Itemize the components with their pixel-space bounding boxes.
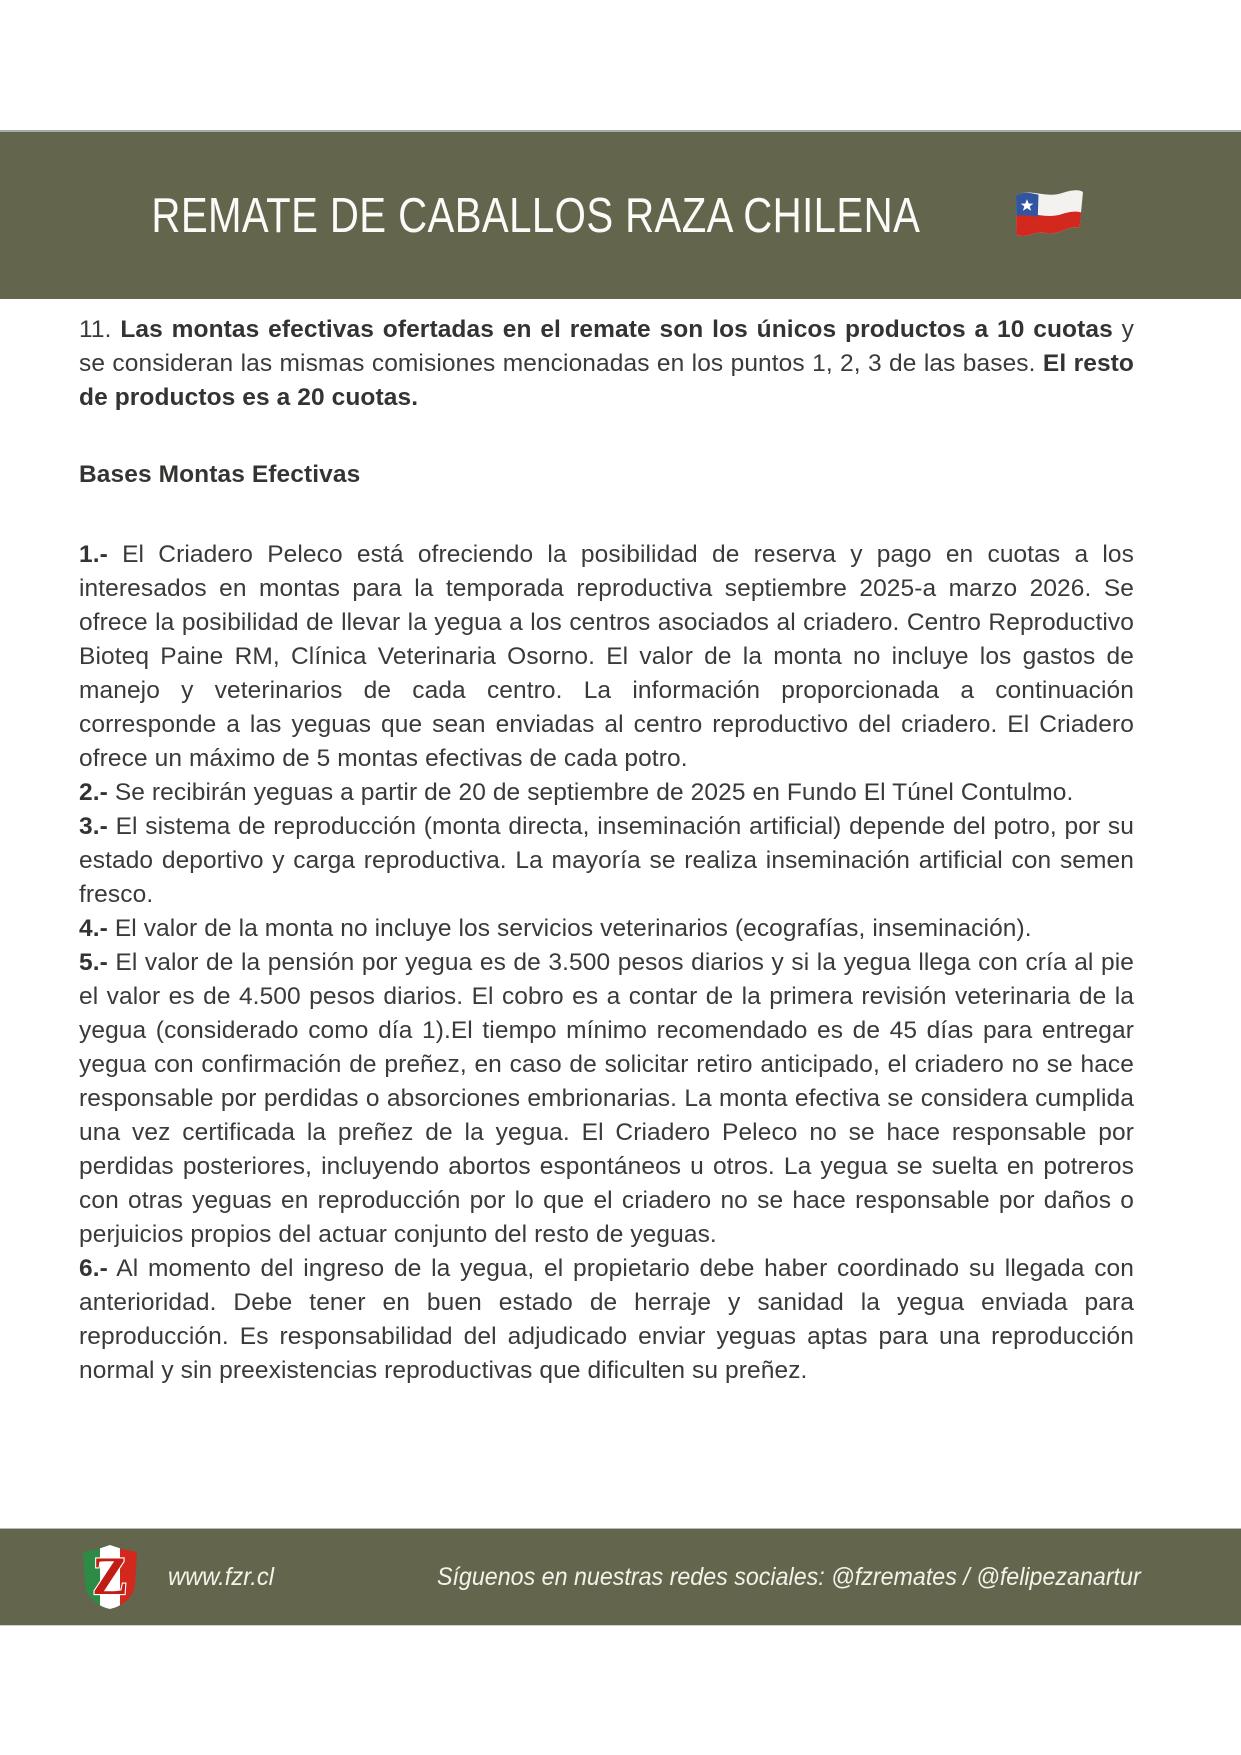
clause-number: 4.- <box>79 915 108 942</box>
clause-text: El valor de la monta no incluye los servicios veterinarios (ecografías, inseminación). <box>107 915 1032 942</box>
clause-number: 1.- <box>79 541 108 568</box>
section-heading: Bases Montas Efectivas <box>79 461 361 488</box>
social-handles-text: Síguenos en nuestras redes sociales: @fzremates / @felipezanartur <box>437 1562 1141 1591</box>
clause-text: El valor de la pensión por yegua es de 3.500 pesos diarios y si la yegua llega con cría al pie el valor es de 4.500 pesos diarios. El cobro es a contar de la primera revisión veterinaria de la yegua (considerado como día 1).El tiempo mínimo recomendado es de 45 días para entregar yegua con confirmación de preñez, en caso de solicitar retiro anticipado, el criadero no se hace responsable por perdidas o absorciones embrionarias. La monta efectiva se considera cumplida una vez certificada la preñez de la yegua. El Criadero Peleco no se hace responsable por perdidas posteriores, incluyendo abortos espontáneos u otros. La yegua se suelta en potreros con otras yeguas en reproducción por lo que el criadero no se hace responsable por daños o perjuicios propios del actuar conjunto del resto de yeguas. <box>79 949 1134 1248</box>
document-body <box>0 299 1241 1388</box>
clause-number: 5.- <box>79 949 108 976</box>
clause-paragraph <box>79 810 1134 912</box>
chile-flag-icon <box>1007 184 1089 248</box>
svg-text:Z: Z <box>91 1546 129 1606</box>
clause-paragraph <box>79 1252 1134 1388</box>
clause-number: 3.- <box>79 813 108 840</box>
clause-text: Al momento del ingreso de la yegua, el propietario debe haber coordinado su llegada con anterioridad. Debe tener en buen estado de herraje y sanidad la yegua enviada para reproducción. Es responsabilidad del adjudicado enviar yeguas aptas para una reproducción normal y sin preexistencias reproductivas que dificulten su preñez. <box>79 1255 1134 1384</box>
clause-11-paragraph: 11. Las montas efectivas ofertadas en el remate son los únicos productos a 10 cuotas y se consideran las mismas comisiones mencionadas en los puntos 1, 2, 3 de las bases. El resto de productos es a 20 cuotas. <box>79 316 1134 411</box>
clause-text: El sistema de reproducción (monta directa, inseminación artificial) depende del potro, por su estado deportivo y carga reproductiva. La mayoría se realiza inseminación artificial con semen fresco. <box>79 813 1134 908</box>
page-title: REMATE DE CABALLOS RAZA CHILENA <box>151 188 921 243</box>
clause-paragraph <box>79 538 1134 776</box>
clauses-list <box>79 538 1134 1388</box>
clause-paragraph <box>79 946 1134 1252</box>
clause-paragraph <box>79 912 1134 946</box>
clause-paragraph <box>79 776 1134 810</box>
clause-text: Se recibirán yeguas a partir de 20 de septiembre de 2025 en Fundo El Túnel Contulmo. <box>107 779 1074 806</box>
footer-band <box>0 1528 1241 1626</box>
clause-number: 6.- <box>79 1255 108 1282</box>
header-band <box>0 130 1241 299</box>
fzr-shield-logo-icon <box>80 1544 140 1610</box>
website-text: www.fzr.cl <box>168 1562 274 1591</box>
clause-number: 2.- <box>79 779 108 806</box>
clause-text: El Criadero Peleco está ofreciendo la posibilidad de reserva y pago en cuotas a los interesados en montas para la temporada reproductiva septiembre 2025-a marzo 2026. Se ofrece la posibilidad de llevar la yegua a los centros asociados al criadero. Centro Reproductivo Bioteq Paine RM, Clínica Veterinaria Osorno. El valor de la monta no incluye los gastos de manejo y veterinarios de cada centro. La información proporcionada a continuación corresponde a las yeguas que sean enviadas al centro reproductivo del criadero. El Criadero ofrece un máximo de 5 montas efectivas de cada potro. <box>79 541 1134 772</box>
